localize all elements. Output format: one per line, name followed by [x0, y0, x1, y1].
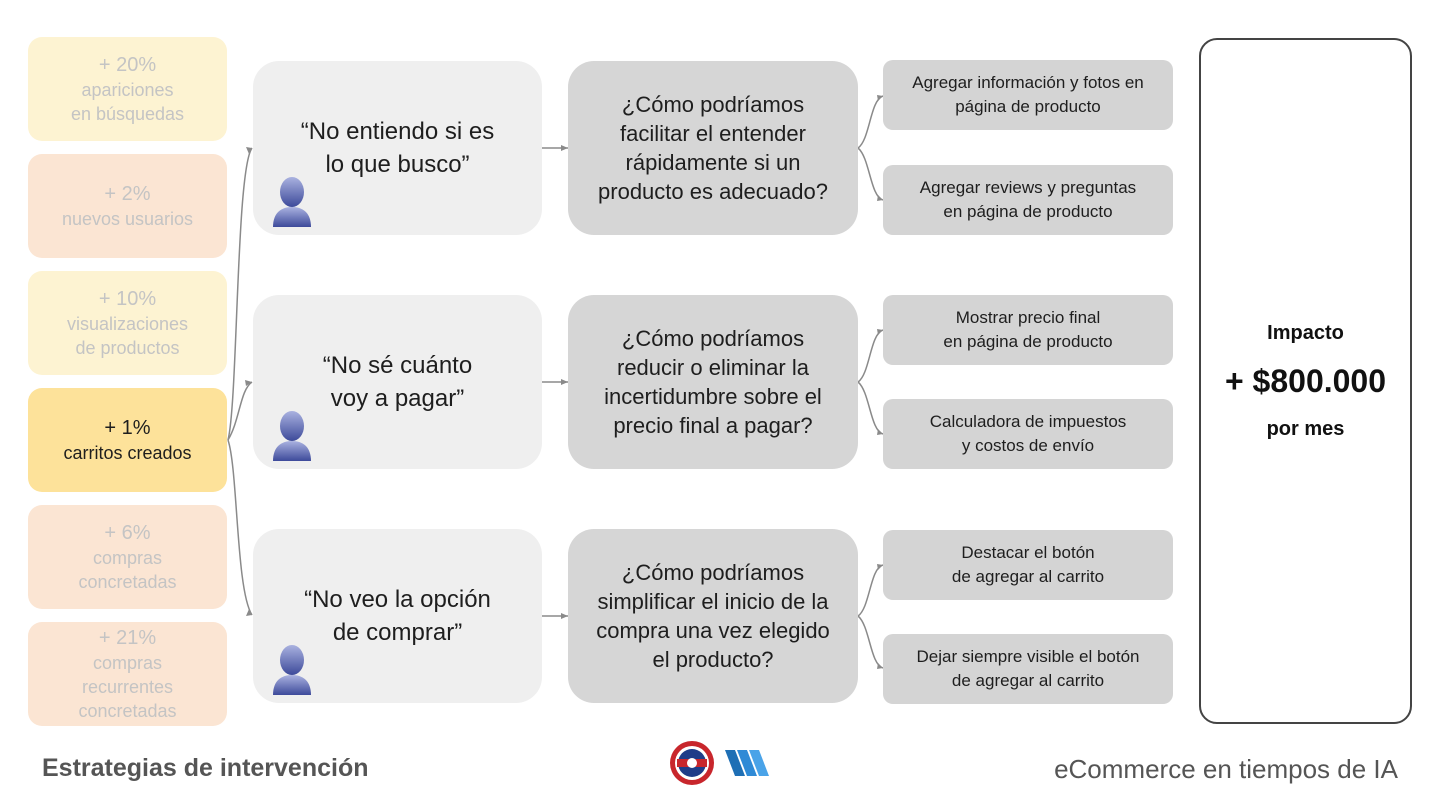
metric-label: compras — [92, 653, 163, 673]
idea-line: Dejar siempre visible el botón — [916, 647, 1140, 666]
question-line: precio final a pagar? — [613, 413, 813, 438]
impact-value: + $800.000 — [1224, 362, 1387, 399]
idea-card — [883, 399, 1173, 469]
question-line: ¿Cómo podríamos — [621, 92, 805, 117]
pain-quote-line: “No sé cuánto — [322, 352, 473, 379]
metric-card-apariciones — [28, 37, 227, 141]
metric-card-nuevos-usuarios — [28, 154, 227, 258]
idea-line: en página de producto — [943, 202, 1113, 221]
impact-box — [1199, 38, 1412, 724]
idea-card — [883, 165, 1173, 235]
pain-quote-line: “No entiendo si es — [300, 118, 495, 145]
user-icon — [271, 643, 313, 695]
question-line: reducir o eliminar la — [617, 355, 809, 380]
question-line: ¿Cómo podríamos — [621, 326, 805, 351]
metric-label: carritos creados — [63, 443, 192, 463]
user-icon — [271, 409, 313, 461]
metric-card-carritos-creados — [28, 388, 227, 492]
metric-card-compras-recurrentes — [28, 622, 227, 726]
question-line: ¿Cómo podríamos — [621, 560, 805, 585]
idea-line: Calculadora de impuestos — [929, 412, 1127, 431]
pain-quote-line: de comprar” — [332, 619, 463, 646]
metric-label: compras — [92, 548, 163, 568]
metric-value: + 10% — [98, 288, 157, 310]
pain-point-bubble — [253, 529, 542, 703]
brand-logo-icon — [725, 750, 771, 776]
metric-value: + 1% — [104, 417, 151, 439]
hmw-question-box — [568, 61, 858, 235]
idea-line: Agregar información y fotos en — [912, 73, 1144, 92]
metric-label: concretadas — [78, 572, 177, 592]
idea-card — [883, 295, 1173, 365]
metric-label: nuevos usuarios — [61, 209, 194, 229]
idea-line: y costos de envío — [961, 436, 1095, 455]
question-line: simplificar el inicio de la — [597, 589, 829, 614]
idea-line: Agregar reviews y preguntas — [919, 178, 1137, 197]
pain-quote-line: voy a pagar” — [330, 385, 465, 412]
pain-point-bubble — [253, 61, 542, 235]
idea-card — [883, 60, 1173, 130]
metric-value: + 20% — [98, 54, 157, 76]
metric-label: en búsquedas — [70, 104, 185, 124]
hmw-question-box — [568, 529, 858, 703]
question-line: facilitar el entender — [620, 121, 806, 146]
pain-point-bubble — [253, 295, 542, 469]
metric-value: + 6% — [104, 522, 151, 544]
metric-label: concretadas — [78, 701, 177, 721]
impact-period: por mes — [1266, 417, 1345, 440]
impact-label: Impacto — [1267, 321, 1344, 344]
idea-line: de agregar al carrito — [951, 567, 1105, 586]
question-line: rápidamente si un — [625, 150, 801, 175]
idea-line: Destacar el botón — [961, 543, 1095, 562]
idea-card — [883, 530, 1173, 600]
badge-logo-icon — [669, 740, 715, 786]
idea-line: en página de producto — [943, 332, 1113, 351]
idea-card — [883, 634, 1173, 704]
metric-label: apariciones — [81, 80, 174, 100]
idea-line: de agregar al carrito — [951, 671, 1105, 690]
user-icon — [271, 175, 313, 227]
pain-quote-line: “No veo la opción — [304, 586, 491, 613]
hmw-question-box — [568, 295, 858, 469]
presentation-title: eCommerce en tiempos de IA — [1054, 754, 1398, 784]
question-line: incertidumbre sobre el — [604, 384, 822, 409]
slide-title: Estrategias de intervención — [42, 754, 369, 782]
metric-value: + 2% — [104, 183, 151, 205]
metric-value: + 21% — [98, 627, 157, 649]
metric-card-visualizaciones — [28, 271, 227, 375]
metric-label: de productos — [75, 338, 180, 358]
metric-card-compras-concretadas — [28, 505, 227, 609]
idea-line: página de producto — [955, 97, 1101, 116]
metric-label: recurrentes — [81, 677, 174, 697]
idea-line: Mostrar precio final — [955, 308, 1101, 327]
metric-label: visualizaciones — [66, 314, 189, 334]
question-line: el producto? — [652, 647, 774, 672]
pain-quote-line: lo que busco” — [325, 151, 470, 178]
question-line: compra una vez elegido — [596, 618, 830, 643]
question-line: producto es adecuado? — [598, 179, 828, 204]
